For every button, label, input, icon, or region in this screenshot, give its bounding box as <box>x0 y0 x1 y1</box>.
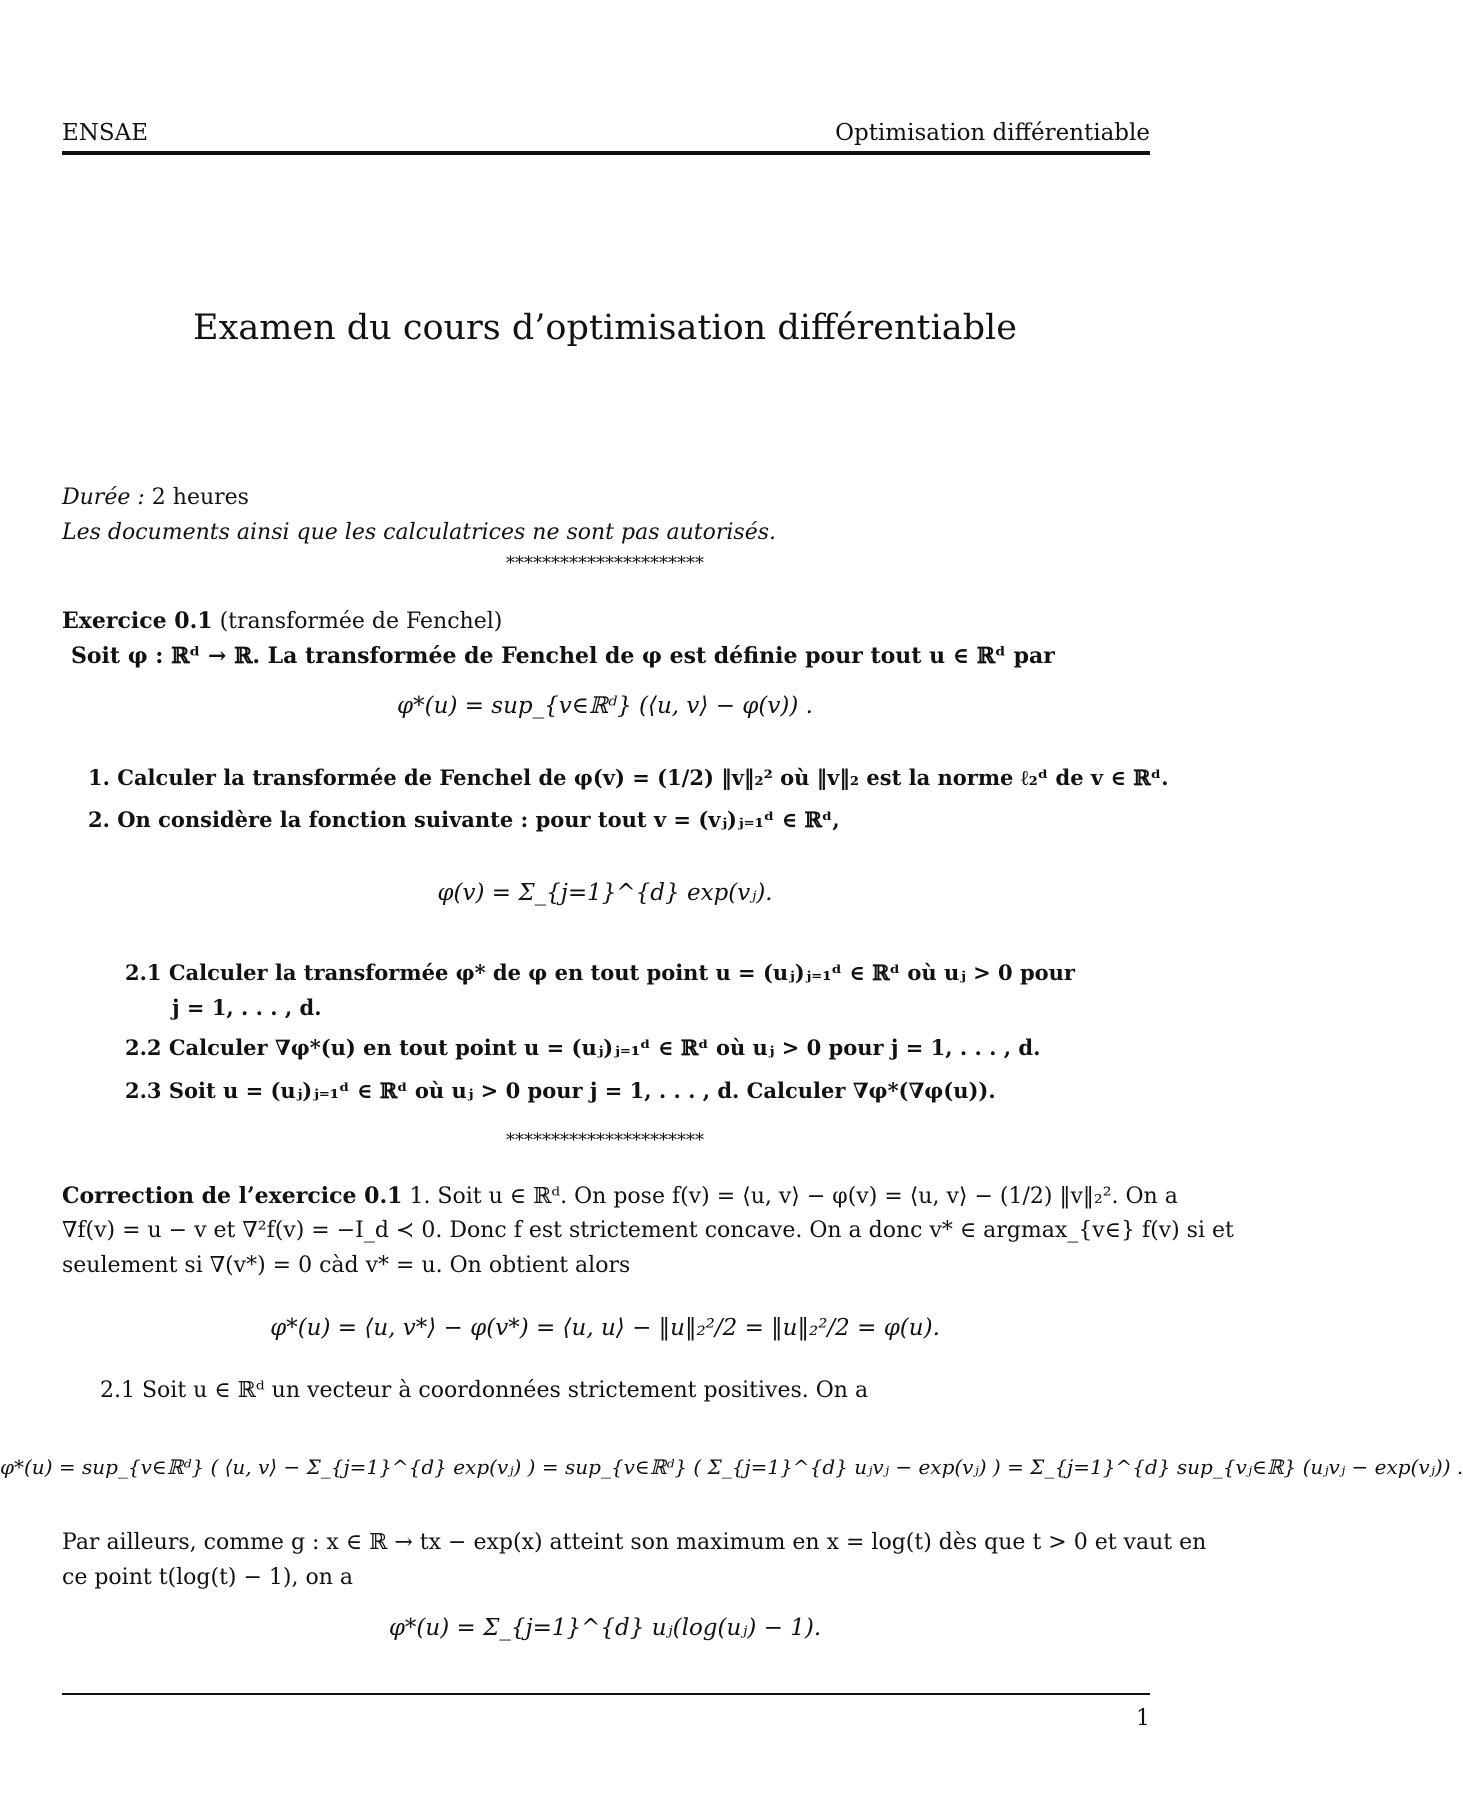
header-course: Optimisation différentiable <box>835 120 1150 146</box>
question-2-2: 2.2 Calculer ∇φ*(u) en tout point u = (uⱼ)ⱼ₌₁ᵈ ∈ ℝᵈ où uⱼ > 0 pour j = 1, . . . , d. <box>125 1035 1041 1060</box>
correction-text-1: 1. Soit u ∈ ℝᵈ. On pose f(v) = ⟨u, v⟩ − φ(v) = ⟨u, v⟩ − (1/2) ‖v‖₂². On a <box>409 1184 1178 1209</box>
correction-line-1 <box>62 1183 1178 1209</box>
correction-line-3: seulement si ∇(v*) = 0 càd v* = u. On obtient alors <box>62 1253 631 1278</box>
header-institution: ENSAE <box>62 120 149 146</box>
page-title: Examen du cours d’optimisation différentiable <box>193 308 1017 348</box>
correction-equation-3: φ*(u) = Σ_{j=1}^{d} uⱼ(log(uⱼ) − 1). <box>388 1615 822 1641</box>
correction-line-4: 2.1 Soit u ∈ ℝᵈ un vecteur à coordonnées strictement positives. On a <box>100 1378 869 1403</box>
question-2-equation: φ(v) = Σ_{j=1}^{d} exp(vⱼ). <box>437 880 773 906</box>
correction-equation-2: φ*(u) = sup_{v∈ℝᵈ} ( ⟨u, v⟩ − Σ_{j=1}^{d} exp(vⱼ) ) = sup_{v∈ℝᵈ} ( Σ_{j=1}^{d} uⱼvⱼ − exp(vⱼ) ) = Σ_{j=1}^{d} sup_{vⱼ∈ℝ} (uⱼvⱼ − exp(vⱼ)) . <box>0 1455 1463 1479</box>
question-2: 2. On considère la fonction suivante : pour tout v = (vⱼ)ⱼ₌₁ᵈ ∈ ℝᵈ, <box>88 807 840 832</box>
header-rule <box>62 151 1150 155</box>
exercise-intro: Soit φ : ℝᵈ → ℝ. La transformée de Fenchel de φ est définie pour tout u ∈ ℝᵈ par <box>71 643 1055 669</box>
question-2-1-b: j = 1, . . . , d. <box>172 995 322 1020</box>
fenchel-definition-equation: φ*(u) = sup_{v∈ℝᵈ} (⟨u, v⟩ − φ(v)) . <box>397 693 813 719</box>
question-2-1-a: 2.1 Calculer la transformée φ* de φ en tout point u = (uⱼ)ⱼ₌₁ᵈ ∈ ℝᵈ où uⱼ > 0 pour <box>125 960 1075 985</box>
exercise-heading <box>62 608 502 634</box>
separator-top: ********************** <box>506 553 704 574</box>
correction-label: Correction de l’exercice 0.1 <box>62 1183 403 1209</box>
question-2-3: 2.3 Soit u = (uⱼ)ⱼ₌₁ᵈ ∈ ℝᵈ où uⱼ > 0 pour j = 1, . . . , d. Calculer ∇φ*(∇φ(u)). <box>125 1078 996 1103</box>
correction-line-6: ce point t(log(t) − 1), on a <box>62 1565 354 1590</box>
correction-equation-1: φ*(u) = ⟨u, v*⟩ − φ(v*) = ⟨u, u⟩ − ‖u‖₂²/2 = ‖u‖₂²/2 = φ(u). <box>270 1315 940 1341</box>
duration-label: Durée : <box>62 485 145 510</box>
duration-value: 2 heures <box>151 485 249 510</box>
separator-bottom: ********************** <box>506 1130 704 1151</box>
correction-line-2: ∇f(v) = u − v et ∇²f(v) = −I_d ≺ 0. Donc f est strictement concave. On a donc v* ∈ argmax_{v∈} f(v) si et <box>62 1218 1234 1243</box>
duration-line <box>62 485 249 510</box>
correction-line-5: Par ailleurs, comme g : x ∈ ℝ → tx − exp(x) atteint son maximum en x = log(t) dès que t > 0 et vaut en <box>62 1530 1207 1555</box>
exercise-subtitle: (transformée de Fenchel) <box>219 609 503 634</box>
page-number: 1 <box>1136 1706 1150 1731</box>
rules-note: Les documents ainsi que les calculatrices ne sont pas autorisés. <box>62 520 777 545</box>
question-1: 1. Calculer la transformée de Fenchel de φ(v) = (1/2) ‖v‖₂² où ‖v‖₂ est la norme ℓ₂ᵈ de v ∈ ℝᵈ. <box>88 765 1169 790</box>
exercise-label: Exercice 0.1 <box>62 608 213 634</box>
footer-rule <box>62 1693 1150 1695</box>
